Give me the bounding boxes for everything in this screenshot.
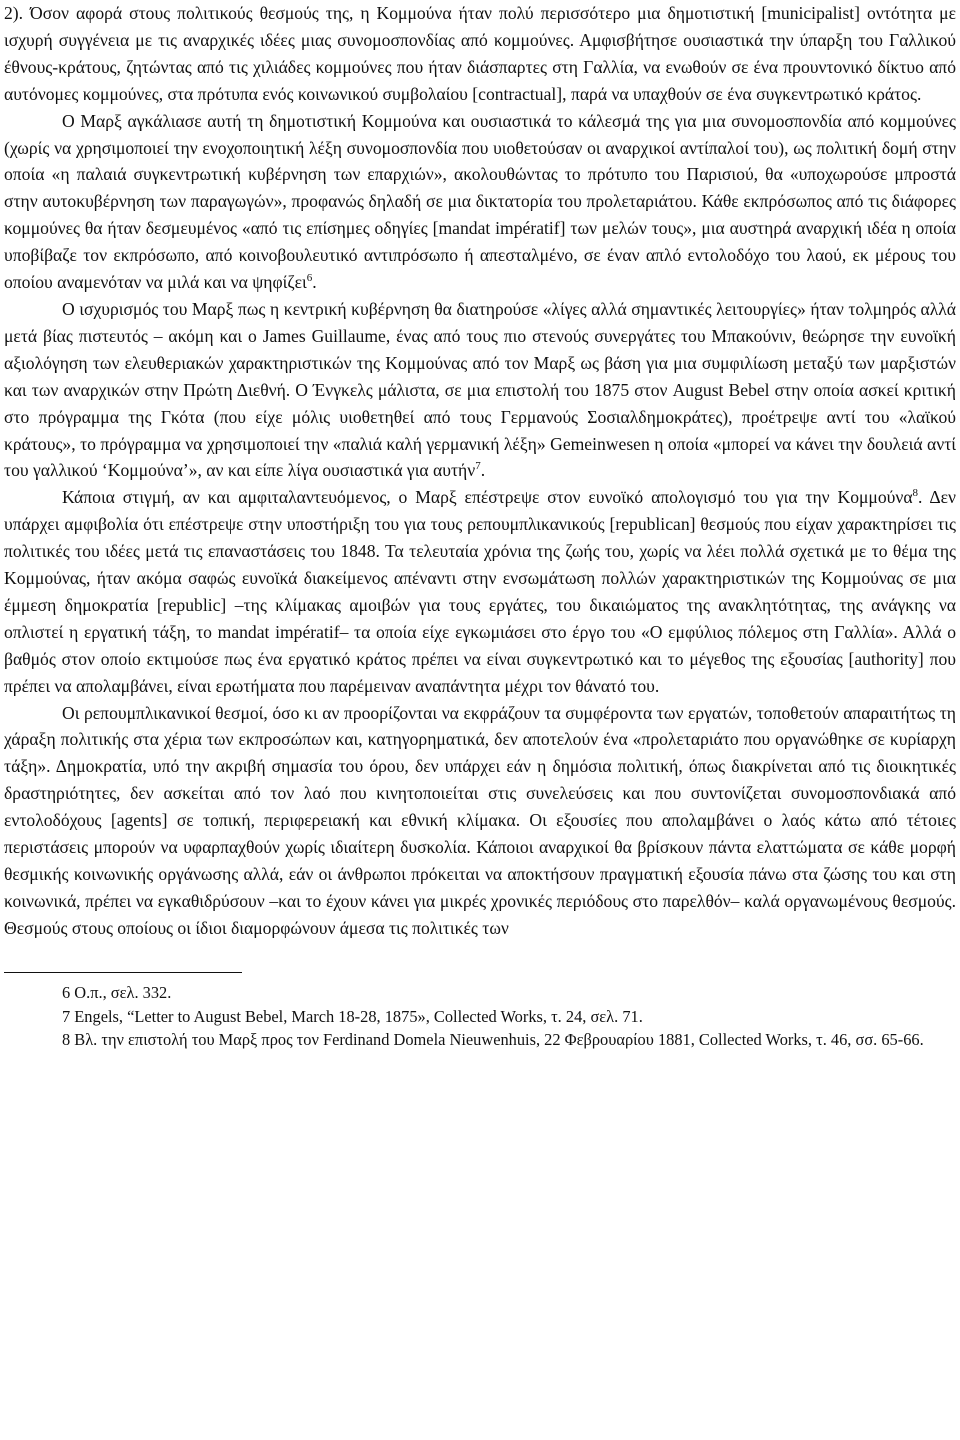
footnote-8: 8 Βλ. την επιστολή του Μαρξ προς τον Ferdinand Domela Nieuwenhuis, 22 Φεβρουαρίου 1881, Collected Works, τ. 46, σσ. 65-66. [62,1030,924,1050]
paragraph-text: . [312,272,317,293]
footnote-ref-8[interactable]: 8 [912,487,919,500]
footnote-ref-6[interactable]: 6 [306,272,313,285]
paragraph-text: Οι ρεπουμπλικανικοί θεσμοί, όσο κι αν προορίζονται να εκφράζουν τα συμφέροντα των εργατών, τοποθετούν απαραιτήτως τη χάραξη πολιτικής στα χέρια των εκπροσώπων και, κατηγορηματικά, δεν αποτελούν ένα «προλεταριάτο που οργανώθηκε σε κυρίαρχη τάξη». Δημοκρατία, υπό την ακριβή σημασία του όρου, δεν υπάρχει εάν η δημόσια πολιτική, όπως διακρίνεται από τις διοικητικές δραστηριότητες, δεν ασκείται από τον λαό που κινητοποιείται στις συνελεύσεις και που συντονίζεται συνομοσπονδιακά από εντολοδόχους [agents] σε τοπική, περιφερειακή και εθνική κλίμακα. Οι εξουσίες που απολαμβάνει ο λαός κάτω από τέτοιες περιστάσεις μπορούν να υφαρπαχθούν χωρίς ιδιαίτερη δυσκολία. Κάποιοι αναρχικοί θα βρίσκουν πάντα ελαττώματα σε κάθε μορφή θεσμικής κοινωνικής οργάνωσης αλλά, εάν οι άνθρωποι πρόκειται να αποκτήσουν πραγματική εξουσία πάνω στα ζώσης του και στη κοινωνικά, πρέπει να εγκαθιδρύσουν –και το έχουν κάνει για μικρές χρονικές περιόδους στο παρελθόν– καλά οργανωμένους θεσμούς. Θεσμούς στους οποίους οι ίδιοι διαμορφώνουν άμεσα τις πολιτικές των [4,702,956,938]
footnote-6: 6 Ο.π., σελ. 332. [62,982,172,1002]
paragraph-3 [4,296,956,484]
footnotes [4,981,956,1052]
paragraph-text: . Δεν υπάρχει αμφιβολία ότι επέστρεψε στην υποστήριξη του για τους ρεπουμπλικανικούς [republican] θεσμούς που είχαν χαρακτηρίσει τις πολιτικές του ιδέες μετά τις επαναστάσεις του 1848. Τα τελευταία χρόνια της ζωής του, χωρίς να λέει πολλά σχετικά με το θέμα της Κομμούνας, ήταν ακόμα σαφώς ευνοϊκά διακείμενος απέναντι στην ενσωμάτωση πολλών χαρακτηριστικών της Κομμούνας σε μια έμμεση δημοκρατία [republic] –της κλίμακας αμοιβών για τους εργάτες, του δικαιώματος της ανακλητότητας, της ανάγκης να οπλιστεί η εργατική τάξη, το mandat impératif– τα οποία είχε εγκωμιάσει στο έργο του «Ο εμφύλιος πόλεμος στη Γαλλία». Αλλά ο βαθμός στον οποίο εκτιμούσε πως ένα εργατικό κράτος πρέπει να είναι συγκεντρωτικό και το μέγεθος της εξουσίας [authority] που πρέπει να απολαμβάνει, είναι ερωτήματα που παρέμειναν αναπάντητα μέχρι τον θάνατό του. [4,487,956,696]
footnote-divider [4,972,242,973]
paragraph-text: 2). Όσον αφορά στους πολιτικούς θεσμούς της, η Κομμούνα ήταν πολύ περισσότερο μια δημοτιστική [municipalist] οντότητα με ισχυρή συγγένεια με τις αναρχικές ιδέες μιας συνομοσπονδίας από κομμούνες. Αμφισβήτησε ουσιαστικά την ύπαρξη του Γαλλικού έθνους-κράτους, ζητώντας από τις χιλιάδες κομμούνες που ήταν διάσπαρτες στη Γαλλία, να ενωθούν σε ένα πρoυντονικό δίκτυο από αυτόνομες κομμούνες, στα πρότυπα ενός κοινωνικού συμβολαίου [contractual], παρά να υπαχθούν σε ένα συγκεντρωτικό κράτος. [4,3,956,104]
paragraph-2 [4,108,956,296]
footnote-7: 7 Engels, “Letter to August Bebel, March 18-28, 1875», Collected Works, τ. 24, σελ. 71. [62,1006,643,1026]
paragraph-text: Ο Μαρξ αγκάλιασε αυτή τη δημοτιστική Κομμούνα και ουσιαστικά το κάλεσμά της για μια συνομοσπονδία από κομμούνες (χωρίς να χρησιμοποιεί την ενοχοποιητική λέξη συνομοσπονδία που υιοθετούσαν οι αναρχικοί αντίπαλοί του), ως πολιτική δομή στην οποία «η παλαιά συγκεντρωτική κυβέρνηση των επαρχιών», ακολουθώντας το πρότυπο του Παρισιού, θα «υποχωρούσε μπροστά στην αυτοκυβέρνηση των παραγωγών», προφανώς δηλαδή σε μια δικτατορία του προλεταριάτου. Κάθε εκπρόσωπος από τις διάφορες κομμούνες θα ήταν δεσμευμένος «από τις επίσημες οδηγίες [mandat impératif] των μελών τους», μια αυστηρά αναρχική ιδέα η οποία υποβίβαζε τον εκπρόσωπο, από κοινοβουλευτικό αντιπρόσωπο ή απεσταλμένο, σε έναν απλό εντολοδόχο του λαού, εκ μέρους του οποίου αναμενόταν να μιλά και να ψηφίζει [4,110,956,293]
paragraph-text: Κάποια στιγμή, αν και αμφιταλαντευόμενος, ο Μαρξ επέστρεψε στον ευνοϊκό απολογισμό του για την Κομμούνα [62,487,913,508]
footnote-ref-7[interactable]: 7 [475,460,481,473]
paragraph-1 [4,0,956,108]
paragraph-text: Ο ισχυρισμός του Μαρξ πως η κεντρική κυβέρνηση θα διατηρούσε «λίγες αλλά σημαντικές λειτουργίες» ήταν τολμηρός αλλά μετά βίας πιστευτός – ακόμη και ο James Guillaume, ένας από τους πιο στενούς συνεργάτες του Μπακούνιν, θεώρησε την ευνοϊκή αξιολόγηση των ελευθεριακών χαρακτηριστικών της Κομμούνας από τον Μαρξ ως βάση για μια συμφιλίωση μεταξύ των μαρξιστών και των αναρχικών στην Πρώτη Διεθνή. Ο Ένγκελς μάλιστα, σε μια επιστολή του 1875 στον August Bebel στην οποία ασκεί κριτική στο πρόγραμμα της Γκότα (που είχε μόλις υιοθετηθεί από τους Γερμανούς Σοσιαλδημοκράτες), προέτρεψε αντί του «λαϊκού κράτους», το πρόγραμμα να χρησιμοποιεί την «παλιά καλή γερμανική λέξη» Gemeinwesen η οποία «μπορεί να κάνει την δουλειά αντί του γαλλικού ‘Κομμούνα’», αν και είπε λίγα ουσιαστικά για αυτήν [4,298,956,481]
paragraph-5 [4,700,956,942]
paragraph-text: . [480,460,486,481]
paragraph-4 [4,484,956,699]
body-text [4,0,956,942]
